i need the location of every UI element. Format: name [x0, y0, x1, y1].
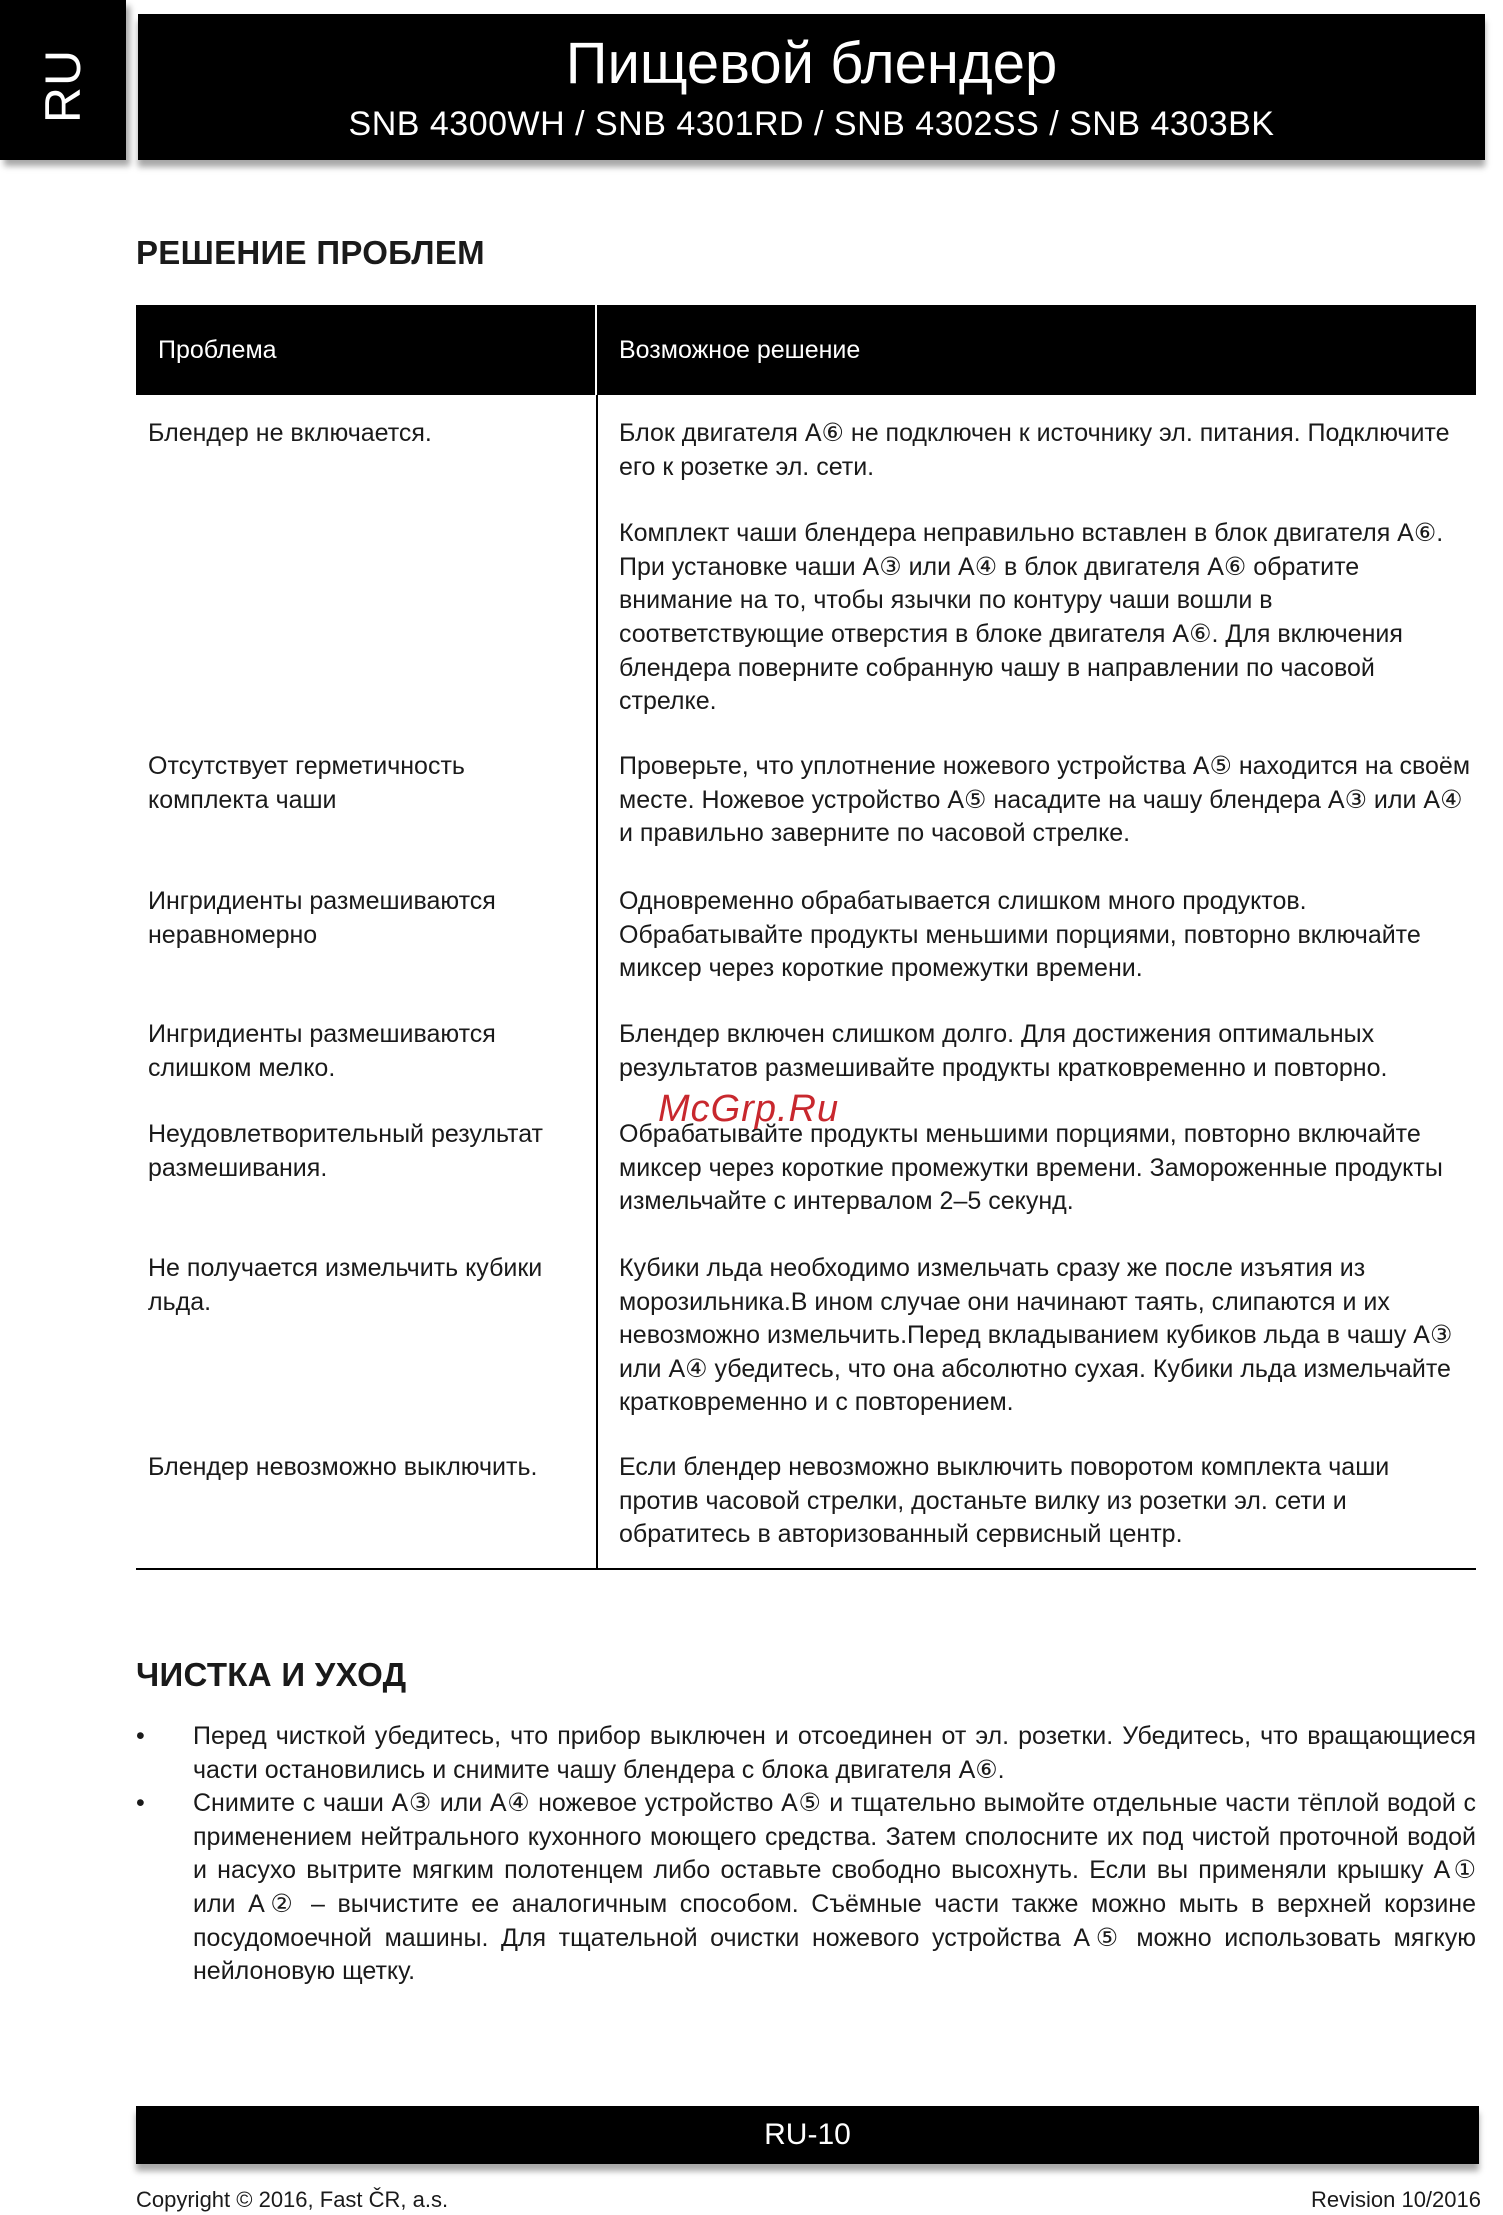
copyright: Copyright © 2016, Fast ČR, a.s.	[136, 2187, 449, 2212]
problem-cell: Блендер невозможно выключить.	[148, 1453, 538, 1481]
care-heading: ЧИСТКА И УХОД	[136, 1656, 407, 1693]
troubleshooting-table	[136, 305, 1476, 1570]
page-number: RU-10	[764, 2118, 851, 2151]
solution-text: Если блендер невозможно выключить поворотом комплекта чаши против часовой стрелки, достаньте вилку из розетки эл. сети и обратитесь в авторизованный сервисный центр.	[619, 1453, 1390, 1549]
page-number-bar	[136, 2106, 1479, 2164]
table-row	[136, 750, 1476, 885]
solution-cell	[597, 885, 1476, 1018]
troubleshooting-heading: РЕШЕНИЕ ПРОБЛЕМ	[136, 234, 485, 271]
title-bar	[138, 14, 1485, 160]
language-label: RU	[35, 48, 91, 124]
watermark: McGrp.Ru	[658, 1088, 840, 1130]
solution-text: Комплект чаши блендера неправильно вставлен в блок двигателя A⑥. При установке чаши A③ или A④ в блок двигателя A⑥ обратите внимание на то, чтобы язычки по контуру чаши вошли в соответствующие отверстия в блоке двигателя A⑥. Для включения блендера поверните собранную чашу в направлении по часовой стрелке.	[619, 519, 1444, 716]
language-tab	[0, 0, 126, 160]
table-row	[136, 885, 1476, 1018]
care-bullet-list	[136, 1720, 1476, 1989]
problem-cell: Неудовлетворительный результат размешивания.	[148, 1120, 543, 1182]
column-header-solution: Возможное решение	[619, 336, 861, 364]
problem-cell: Ингридиенты размешиваются слишком мелко.	[148, 1020, 496, 1082]
problem-cell: Не получается измельчить кубики льда.	[148, 1254, 543, 1316]
list-item-text: Снимите с чаши A③ или A④ ножевое устройство A⑤ и тщательно вымойте отдельные части тёплой водой с применением нейтрального кухонного моющего средства. Затем сполосните их под чистой проточной водой и насухо вытрите мягким полотенцем либо оставьте свободно высохнуть. Если вы применяли крышку A① или A② – вычистите ее аналогичным способом. Съёмные части также можно мыть в верхней корзине посудомоечной машины. Для тщательной очистки ножевого устройства A⑤ можно использовать мягкую нейлоновую щетку.	[193, 1789, 1476, 1986]
problem-cell: Ингридиенты размешиваются неравномерно	[148, 887, 496, 949]
solution-text: Кубики льда необходимо измельчать сразу же после изъятия из морозильника.В ином случае они начинают таять, слипаются и их невозможно измельчить.Перед вкладыванием кубиков льда в чашу A③ или A④ убедитесь, что она абсолютно сухая. Кубики льда измельчайте кратковременно и с повторением.	[619, 1254, 1453, 1417]
table-row	[136, 1252, 1476, 1451]
revision: Revision 10/2016	[1310, 2187, 1481, 2212]
solution-text: Обрабатывайте продукты меньшими порциями, повторно включайте миксер через короткие промежутки времени. Замороженные продукты измельчайте с интервалом 2–5 секунд.	[619, 1120, 1443, 1216]
problem-cell: Блендер не включается.	[148, 419, 432, 447]
solution-cell	[597, 1118, 1476, 1252]
bullet-icon: •	[136, 1722, 145, 1750]
solution-text: Проверьте, что уплотнение ножевого устройства A⑤ находится на своём месте. Ножевое устройство A⑤ насадите на чашу блендера A③ или A④ и правильно заверните по часовой стрелке.	[619, 752, 1471, 848]
table-row	[136, 1451, 1476, 1552]
list-item	[136, 1720, 1476, 1787]
solution-text: Блендер включен слишком долго. Для достижения оптимальных результатов размешивайте продукты кратковременно и повторно.	[619, 1020, 1388, 1082]
solution-text: Блок двигателя A⑥ не подключен к источнику эл. питания. Подключите его к розетке эл. сети.	[619, 419, 1450, 481]
list-item	[136, 1787, 1476, 1989]
table-body	[136, 395, 1476, 1568]
solution-cell	[597, 750, 1476, 885]
list-item-text: Перед чисткой убедитесь, что прибор выключен и отсоединен от эл. розетки. Убедитесь, что вращающиеся части остановились и снимите чашу блендера с блока двигателя A⑥.	[193, 1722, 1476, 1784]
bullet-icon: •	[136, 1789, 145, 1818]
table-header	[136, 305, 1476, 395]
solution-text: Одновременно обрабатывается слишком много продуктов. Обрабатывайте продукты меньшими порциями, повторно включайте миксер через короткие промежутки времени.	[619, 887, 1421, 983]
solution-cell	[597, 417, 1476, 750]
table-row	[136, 1118, 1476, 1252]
model-numbers: SNB 4300WH / SNB 4301RD / SNB 4302SS / SNB 4303BK	[348, 105, 1275, 143]
column-header-problem: Проблема	[136, 305, 597, 395]
page-title: Пищевой блендер	[565, 31, 1058, 96]
solution-cell	[597, 1252, 1476, 1451]
table-row	[136, 417, 1476, 750]
problem-cell: Отсутствует герметичность комплекта чаши	[148, 752, 465, 814]
solution-cell	[597, 1451, 1476, 1552]
